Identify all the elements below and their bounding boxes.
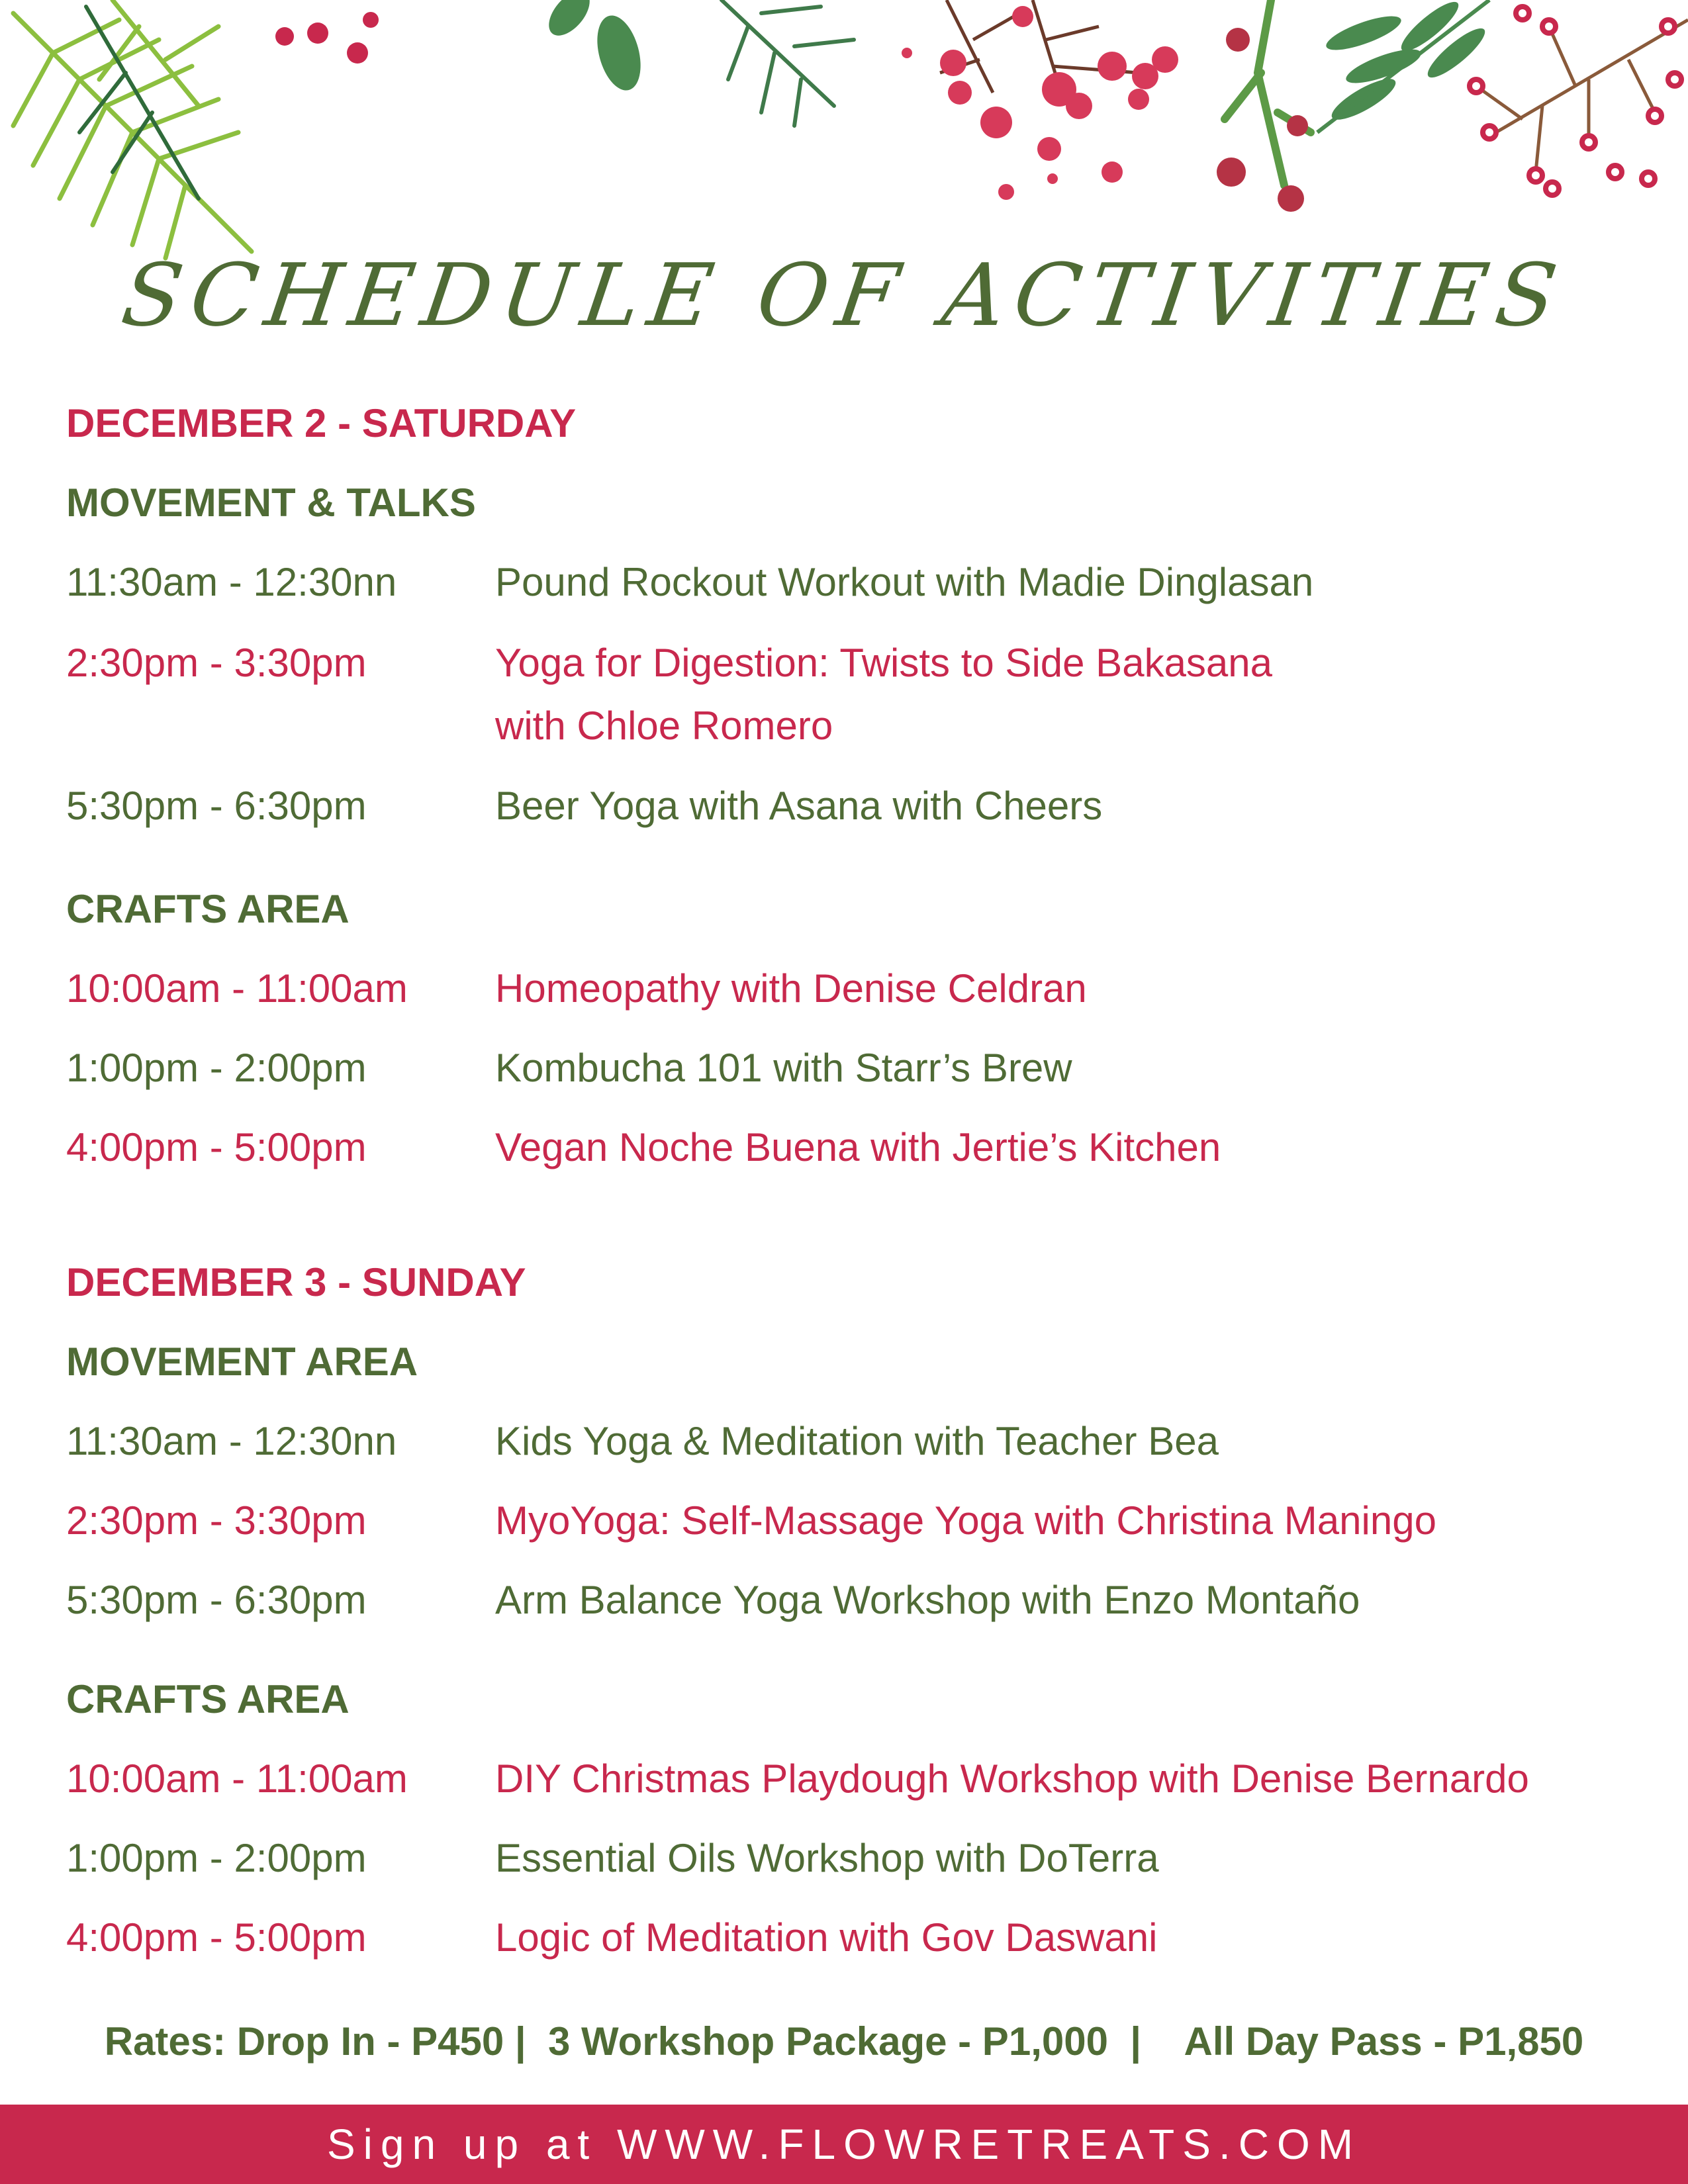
time-slot: 5:30pm - 6:30pm — [66, 784, 367, 828]
activity-name: MyoYoga: Self-Massage Yoga with Christina Maningo — [495, 1498, 1436, 1543]
activity-name: Arm Balance Yoga Workshop with Enzo Montaño — [495, 1578, 1360, 1622]
activity-name: Yoga for Digestion: Twists to Side Bakasana — [495, 641, 1273, 685]
time-slot: 2:30pm - 3:30pm — [66, 1498, 367, 1543]
section-heading-movement-area: MOVEMENT AREA — [66, 1340, 418, 1384]
time-slot: 2:30pm - 3:30pm — [66, 641, 367, 685]
time-slot: 5:30pm - 6:30pm — [66, 1578, 367, 1622]
time-slot: 10:00am - 11:00am — [66, 1756, 408, 1801]
activity-name: Logic of Meditation with Gov Daswani — [495, 1915, 1158, 1960]
activity-name: Essential Oils Workshop with DoTerra — [495, 1836, 1159, 1880]
time-slot: 4:00pm - 5:00pm — [66, 1915, 367, 1960]
page-title: SCHEDULE OF ACTIVITIES — [116, 245, 1572, 345]
section-heading-crafts-area: CRAFTS AREA — [66, 887, 350, 931]
activity-name: Pound Rockout Workout with Madie Dinglasan — [495, 560, 1314, 604]
time-slot: 1:00pm - 2:00pm — [66, 1836, 367, 1880]
day-heading-december-2: DECEMBER 2 - SATURDAY — [66, 401, 577, 445]
rates-line: Rates: Drop In - P450 | 3 Workshop Package - P1,000 | All Day Pass - P1,850 — [104, 2019, 1584, 2064]
time-slot: 10:00am - 11:00am — [66, 966, 408, 1011]
section-heading-movement-talks: MOVEMENT & TALKS — [66, 480, 476, 525]
activity-name: DIY Christmas Playdough Workshop with Denise Bernardo — [495, 1756, 1529, 1801]
activity-name: Kombucha 101 with Starr’s Brew — [495, 1046, 1072, 1090]
holiday-foliage-decoration — [0, 0, 1688, 278]
activity-name-continued: with Chloe Romero — [495, 704, 833, 748]
activity-name: Kids Yoga & Meditation with Teacher Bea — [495, 1419, 1219, 1463]
day-heading-december-3: DECEMBER 3 - SUNDAY — [66, 1260, 526, 1304]
time-slot: 11:30am - 12:30nn — [66, 1419, 397, 1463]
activity-name: Vegan Noche Buena with Jertie’s Kitchen — [495, 1125, 1221, 1169]
time-slot: 11:30am - 12:30nn — [66, 560, 397, 604]
time-slot: 4:00pm - 5:00pm — [66, 1125, 367, 1169]
section-heading-crafts-area: CRAFTS AREA — [66, 1677, 350, 1721]
signup-banner[interactable]: Sign up at WWW.FLOWRETREATS.COM — [0, 2105, 1688, 2184]
activity-name: Homeopathy with Denise Celdran — [495, 966, 1087, 1011]
activity-name: Beer Yoga with Asana with Cheers — [495, 784, 1103, 828]
time-slot: 1:00pm - 2:00pm — [66, 1046, 367, 1090]
